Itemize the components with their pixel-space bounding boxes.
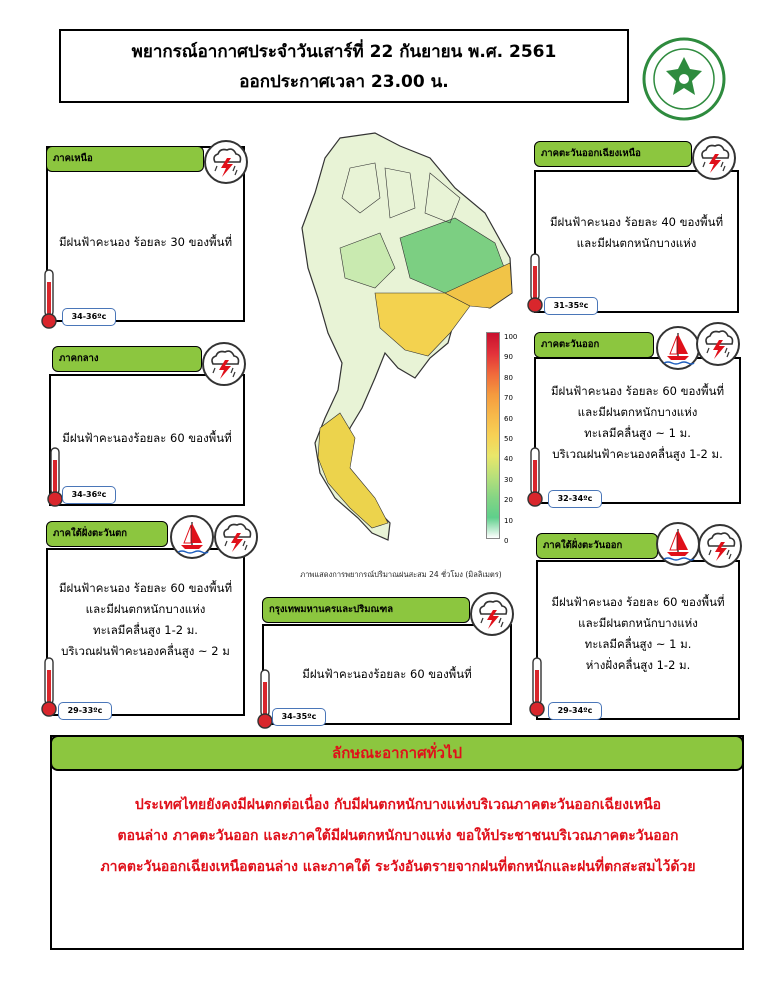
temp-badge-east: 32-34ºc bbox=[548, 490, 602, 508]
region-south-west-card bbox=[46, 548, 245, 716]
legend-tick-label: 70 bbox=[504, 394, 513, 403]
sailboat-icon bbox=[656, 522, 700, 566]
region-east-header: ภาคตะวันออก bbox=[534, 332, 654, 358]
legend-tick-label: 90 bbox=[504, 353, 513, 362]
thunderstorm-icon bbox=[692, 136, 736, 180]
region-north-header: ภาคเหนือ bbox=[46, 146, 204, 172]
region-bangkok-header: กรุงเทพมหานครและปริมณฑล bbox=[262, 597, 470, 623]
general-weather-text: ประเทศไทยยังคงมีฝนตกต่อเนื่อง กับมีฝนตกหนักบางแห่งบริเวณภาคตะวันออกเฉียงเหนือ ตอนล่าง ภาคตะวันออก และภาคใต้มีฝนตกหนักบางแห่ง ขอให้ประชาชนบริเวณภาคตะวันออก ภาคตะวันออกเฉียงเหนือตอนล่าง และภาคใต้ ระวังอันตรายจากฝนที่ตกหนักและฝนที่ตกสะสมไว้ด้วย bbox=[100, 797, 696, 875]
rainfall-map bbox=[280, 128, 520, 568]
thermometer-icon bbox=[526, 446, 544, 508]
sailboat-icon bbox=[656, 326, 700, 370]
temp-badge-south-east: 29-34ºc bbox=[548, 702, 602, 720]
region-northeast-header: ภาคตะวันออกเฉียงเหนือ bbox=[534, 141, 692, 167]
region-central-text: มีฝนฟ้าคะนองร้อยละ 60 ของพื้นที่ bbox=[62, 431, 232, 445]
region-bangkok-text: มีฝนฟ้าคะนองร้อยละ 60 ของพื้นที่ bbox=[302, 667, 472, 681]
region-northeast-text: มีฝนฟ้าคะนอง ร้อยละ 40 ของพื้นที่ และมีฝนตกหนักบางแห่ง bbox=[549, 215, 724, 250]
thunderstorm-icon bbox=[470, 592, 514, 636]
region-east-card bbox=[534, 357, 741, 504]
meteorological-department-seal-icon bbox=[642, 37, 726, 121]
sailboat-icon bbox=[170, 515, 214, 559]
map-caption: ภาพแสดงการพยากรณ์ปริมาณฝนสะสม 24 ชั่วโมง (มิลลิเมตร) bbox=[300, 570, 502, 579]
thermometer-icon bbox=[40, 656, 58, 718]
general-weather-title: ลักษณะอากาศทั่วไป bbox=[50, 735, 744, 771]
issue-time: ออกประกาศเวลา 23.00 น. bbox=[239, 72, 449, 92]
legend-tick-label: 40 bbox=[504, 455, 513, 464]
temp-badge-south-west: 29-33ºc bbox=[58, 702, 112, 720]
temp-badge-bangkok: 34-35ºc bbox=[272, 708, 326, 726]
forecast-title: พยากรณ์อากาศประจำวันเสาร์ที่ 22 กันยายน พ.ศ. 2561 bbox=[131, 42, 557, 62]
region-south-west-text: มีฝนฟ้าคะนอง ร้อยละ 60 ของพื้นที่ และมีฝนตกหนักบางแห่ง ทะเลมีคลื่นสูง 1-2 ม. บริเวณฝนฟ้าคะนองคลื่นสูง ~ 2 ม bbox=[58, 581, 233, 658]
rainfall-legend-bar bbox=[486, 332, 500, 539]
legend-tick-label: 10 bbox=[504, 516, 513, 525]
thermometer-icon bbox=[40, 268, 58, 330]
region-south-west-header: ภาคใต้ฝั่งตะวันตก bbox=[46, 521, 168, 547]
legend-tick-label: 80 bbox=[504, 373, 513, 382]
thunderstorm-icon bbox=[202, 342, 246, 386]
region-northeast-card bbox=[534, 170, 739, 313]
thunderstorm-icon bbox=[698, 524, 742, 568]
thermometer-icon bbox=[526, 252, 544, 314]
region-south-east-card bbox=[536, 560, 740, 720]
legend-tick-label: 30 bbox=[504, 475, 513, 484]
thermometer-icon bbox=[528, 656, 546, 718]
temp-badge-central: 34-36ºc bbox=[62, 486, 116, 504]
region-central-header: ภาคกลาง bbox=[52, 346, 202, 372]
thunderstorm-icon bbox=[214, 515, 258, 559]
legend-tick-label: 50 bbox=[504, 435, 513, 443]
legend-tick-label: 60 bbox=[504, 414, 513, 423]
thunderstorm-icon bbox=[204, 140, 248, 184]
legend-tick-label: 100 bbox=[504, 333, 518, 341]
legend-tick-label: 20 bbox=[504, 496, 513, 505]
region-east-text: มีฝนฟ้าคะนอง ร้อยละ 60 ของพื้นที่ และมีฝนตกหนักบางแห่ง ทะเลมีคลื่นสูง ~ 1 ม. บริเวณฝนฟ้าคะนองคลื่นสูง 1-2 ม. bbox=[550, 384, 725, 461]
thunderstorm-icon bbox=[696, 322, 740, 366]
forecast-title-box bbox=[59, 29, 629, 103]
legend-tick-label: 0 bbox=[504, 537, 509, 545]
region-north-text: มีฝนฟ้าคะนอง ร้อยละ 30 ของพื้นที่ bbox=[58, 235, 233, 249]
region-south-east-header: ภาคใต้ฝั่งตะวันออก bbox=[536, 533, 658, 559]
temp-badge-northeast: 31-35ºc bbox=[544, 297, 598, 315]
region-south-east-text: มีฝนฟ้าคะนอง ร้อยละ 60 ของพื้นที่ และมีฝนตกหนักบางแห่ง ทะเลมีคลื่นสูง ~ 1 ม. ห่างฝั่งคลื่นสูง 1-2 ม. bbox=[551, 595, 725, 672]
temp-badge-north: 34-36ºc bbox=[62, 308, 116, 326]
